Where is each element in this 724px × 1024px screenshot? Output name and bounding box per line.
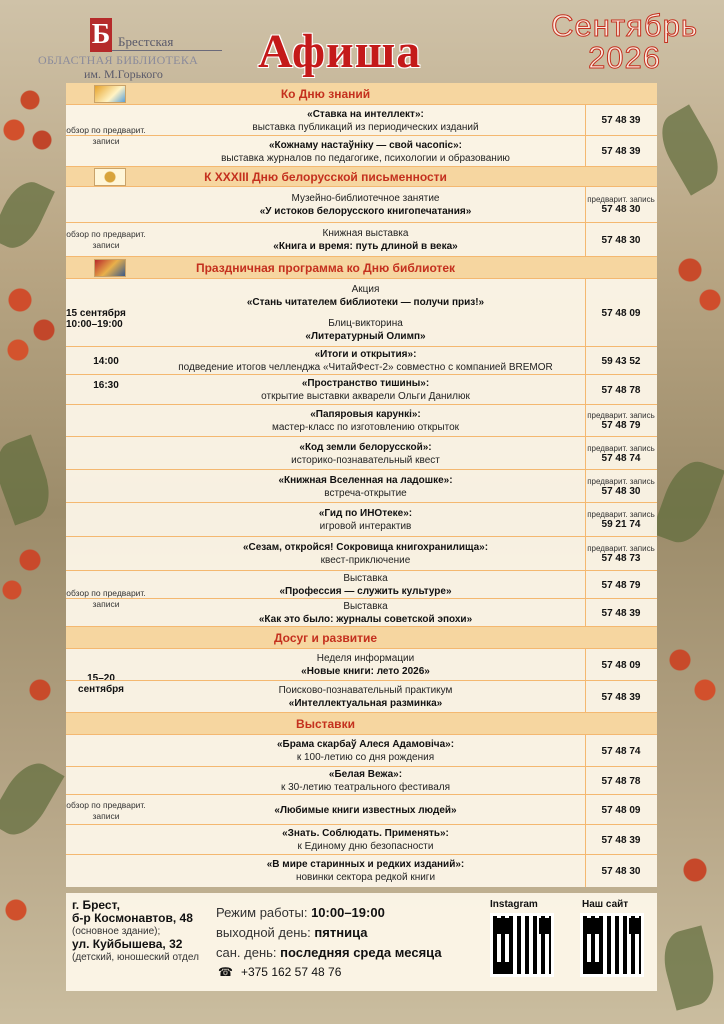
event-info bbox=[146, 649, 585, 681]
event-info bbox=[146, 503, 585, 537]
event-row bbox=[66, 347, 657, 375]
instagram-qr-code[interactable] bbox=[490, 913, 554, 977]
event-info bbox=[146, 437, 585, 470]
address-branch-note: (детский, юношеский отдел bbox=[72, 952, 199, 963]
phone-number: 57 48 30 bbox=[601, 485, 641, 497]
phone-number: 57 48 79 bbox=[601, 420, 641, 431]
hours-label: Режим работы: bbox=[216, 905, 308, 920]
event-info bbox=[146, 825, 585, 855]
leaf-decoration bbox=[0, 435, 58, 526]
event-phone bbox=[585, 279, 657, 347]
prereg-note: предварит. запись bbox=[587, 476, 655, 486]
event-title: «Папяровыя карункі»: bbox=[310, 409, 421, 420]
section-header-knowledge bbox=[66, 83, 657, 105]
event-type: Поисково-познавательный практикум bbox=[278, 685, 453, 696]
instagram-label: Instagram bbox=[490, 899, 538, 910]
event-type: Неделя информации bbox=[316, 653, 415, 664]
event-row bbox=[66, 279, 657, 313]
event-info bbox=[146, 187, 585, 223]
event-row bbox=[66, 313, 657, 347]
event-phone bbox=[585, 437, 657, 470]
section-header-writing bbox=[66, 167, 657, 187]
event-description: историко-познавательный квест bbox=[291, 454, 440, 466]
section-title: Выставки bbox=[296, 716, 355, 731]
library-name-line2: ОБЛАСТНАЯ БИБЛИОТЕКА bbox=[38, 53, 199, 67]
section-title: Ко Дню знаний bbox=[280, 86, 371, 101]
event-title: «В мире старинных и редких изданий»: bbox=[266, 859, 465, 870]
event-description: к 100-летию со дня рождения bbox=[296, 752, 435, 763]
event-info bbox=[146, 405, 585, 437]
time-label: 10:00–19:00 bbox=[66, 319, 123, 330]
section-title: К XXXIII Дню белорусской письменности bbox=[204, 169, 447, 184]
address-main: б-р Космонавтов, 48 bbox=[72, 911, 193, 925]
library-name-line3: им. М.Горького bbox=[84, 67, 163, 81]
event-info bbox=[146, 105, 585, 136]
event-row bbox=[66, 223, 657, 257]
event-title: «Белая Вежа»: bbox=[328, 769, 403, 780]
event-phone bbox=[585, 649, 657, 681]
event-type: Выставка bbox=[343, 601, 388, 612]
event-info bbox=[146, 795, 585, 825]
event-info bbox=[146, 767, 585, 795]
section-header-libraries bbox=[66, 257, 657, 279]
dayoff-value: пятница bbox=[314, 925, 368, 940]
website-qr-code[interactable] bbox=[580, 913, 644, 977]
month-year bbox=[551, 10, 698, 74]
library-logo-icon: Б bbox=[91, 19, 111, 50]
phone-number: 57 48 30 bbox=[601, 204, 641, 215]
event-type: Блиц-викторина bbox=[328, 318, 403, 329]
event-phone bbox=[585, 223, 657, 257]
phone-number: 57 48 09 bbox=[601, 659, 641, 671]
prereg-note: предварит. запись bbox=[587, 510, 655, 519]
phone-number: 57 48 74 bbox=[601, 745, 641, 757]
section-header-exhibitions bbox=[66, 713, 657, 735]
event-info bbox=[146, 279, 585, 313]
telephone-icon: ☎ bbox=[218, 965, 233, 979]
event-row bbox=[66, 537, 657, 571]
event-description: новинки сектора редкой книги bbox=[295, 872, 436, 883]
event-title: «Стань читателем библиотеки — получи приз!» bbox=[246, 297, 485, 308]
event-phone bbox=[585, 503, 657, 537]
phone-number: +375 162 57 48 76 bbox=[240, 965, 342, 979]
hours-value: 10:00–19:00 bbox=[311, 905, 385, 920]
phone-number: 59 43 52 bbox=[601, 355, 641, 367]
event-row bbox=[66, 855, 657, 887]
section-header-leisure bbox=[66, 627, 657, 649]
prereg-note: предварит. запись bbox=[587, 443, 655, 453]
event-phone bbox=[585, 105, 657, 136]
event-title: «У истоков белорусского книгопечатания» bbox=[259, 206, 472, 217]
leaf-decoration bbox=[651, 454, 724, 549]
event-type: Музейно-библиотечное занятие bbox=[291, 193, 440, 204]
event-phone bbox=[585, 537, 657, 571]
event-title: «Брама скарбаў Алеся Адамовіча»: bbox=[276, 739, 455, 750]
phone-number: 57 48 39 bbox=[601, 834, 641, 846]
event-info bbox=[146, 735, 585, 767]
event-title: «Код земли белорусской»: bbox=[299, 441, 432, 453]
event-row bbox=[66, 649, 657, 681]
event-info bbox=[146, 537, 585, 571]
event-phone bbox=[585, 405, 657, 437]
event-info bbox=[146, 136, 585, 167]
event-schedule-note: обзор по предварит. записи bbox=[66, 125, 146, 146]
event-row bbox=[66, 105, 657, 136]
leaf-decoration bbox=[651, 104, 724, 195]
event-phone bbox=[585, 599, 657, 627]
event-time: 16:30 bbox=[93, 379, 119, 391]
event-title: «Книга и время: путь длиной в века» bbox=[273, 241, 458, 252]
year-label: 2026 bbox=[588, 40, 662, 75]
event-phone bbox=[585, 767, 657, 795]
event-info bbox=[146, 313, 585, 347]
event-phone bbox=[585, 825, 657, 855]
event-row bbox=[66, 405, 657, 437]
event-info bbox=[146, 223, 585, 257]
event-phone bbox=[585, 187, 657, 223]
event-title: «Пространство тишины»: bbox=[301, 378, 430, 389]
page-title: Афиша bbox=[258, 25, 422, 78]
schedule-table bbox=[66, 83, 657, 887]
event-description: игровой интерактив bbox=[319, 521, 412, 532]
address-block bbox=[72, 899, 212, 964]
event-info bbox=[146, 347, 585, 375]
event-row bbox=[66, 571, 657, 599]
event-title: «Знать. Соблюдать. Применять»: bbox=[282, 828, 449, 839]
event-info bbox=[146, 681, 585, 713]
phone-number: 57 48 30 bbox=[601, 865, 641, 877]
phone-number: 57 48 39 bbox=[601, 607, 641, 619]
event-title: «Профессия — служить культуре» bbox=[279, 586, 452, 597]
sanday-label: сан. день: bbox=[216, 945, 277, 960]
event-description: подведение итогов челленджа «ЧитайФест-2» совместно с компанией BREMOR bbox=[178, 362, 553, 373]
phone-number: 59 21 74 bbox=[601, 519, 641, 530]
phone-number: 57 48 30 bbox=[601, 234, 641, 246]
city: г. Брест, bbox=[72, 898, 120, 912]
event-title: «Новые книги: лето 2026» bbox=[301, 666, 430, 677]
event-type: Выставка bbox=[343, 573, 388, 584]
event-info bbox=[146, 571, 585, 599]
event-description: к 30-летию театрального фестиваля bbox=[280, 782, 451, 793]
date-label: 15–20 сентября bbox=[78, 673, 124, 695]
event-phone bbox=[585, 347, 657, 375]
section-title: Досуг и развитие bbox=[273, 630, 378, 645]
phone-number: 57 48 09 bbox=[601, 307, 641, 319]
event-phone bbox=[585, 571, 657, 599]
event-row bbox=[66, 825, 657, 855]
leaf-decoration bbox=[0, 754, 65, 844]
dayoff-label: выходной день: bbox=[216, 925, 311, 940]
event-info bbox=[146, 599, 585, 627]
event-row bbox=[66, 503, 657, 537]
event-schedule-note: обзор по предварит. записи bbox=[66, 229, 146, 250]
sanday-value: последняя среда месяца bbox=[280, 945, 442, 960]
event-description: квест-приключение bbox=[320, 555, 411, 566]
event-row bbox=[66, 136, 657, 167]
event-time: 14:00 bbox=[93, 355, 119, 367]
event-row bbox=[66, 437, 657, 470]
event-row bbox=[66, 681, 657, 713]
event-schedule-note: обзор по предварит. записи bbox=[66, 800, 146, 821]
event-type: Акция bbox=[351, 284, 380, 295]
library-name-line1: Брестская bbox=[118, 34, 174, 49]
phone-number: 57 48 79 bbox=[601, 579, 641, 591]
event-phone bbox=[585, 735, 657, 767]
address-branch: ул. Куйбышева, 32 bbox=[72, 937, 183, 951]
month-label: Сентябрь bbox=[551, 8, 698, 43]
event-phone bbox=[585, 681, 657, 713]
contact-phone bbox=[218, 965, 341, 979]
event-description: выставка журналов по педагогике, психологии и образованию bbox=[221, 152, 510, 164]
event-row bbox=[66, 375, 657, 405]
event-title: «Кожнаму настаўніку — свой часопіс»: bbox=[269, 139, 462, 151]
phone-number: 57 48 39 bbox=[601, 146, 641, 157]
event-row bbox=[66, 767, 657, 795]
event-type: Книжная выставка bbox=[322, 228, 409, 239]
event-row bbox=[66, 187, 657, 223]
event-title: «Ставка на интеллект»: bbox=[307, 108, 424, 120]
event-description: мастер-класс по изготовлению открыток bbox=[271, 422, 460, 433]
event-title: «Итоги и открытия»: bbox=[314, 349, 417, 360]
event-description: к Единому дню безопасности bbox=[297, 841, 434, 852]
logo-divider bbox=[112, 50, 222, 51]
address-main-note: (основное здание); bbox=[72, 926, 161, 937]
event-description: открытие выставки акварели Ольги Данилюк bbox=[261, 391, 470, 402]
phone-number: 57 48 78 bbox=[601, 775, 641, 787]
event-row bbox=[66, 599, 657, 627]
phone-number: 57 48 73 bbox=[601, 553, 641, 564]
site-label: Наш сайт bbox=[582, 899, 629, 910]
event-title: «Сезам, откройся! Сокровища книгохранилища»: bbox=[242, 542, 489, 553]
event-info bbox=[146, 470, 585, 503]
event-info bbox=[146, 375, 585, 405]
event-row bbox=[66, 735, 657, 767]
event-row bbox=[66, 795, 657, 825]
event-description: выставка публикаций из периодических изданий bbox=[252, 121, 479, 133]
phone-number: 57 48 39 bbox=[601, 691, 641, 703]
footer-contacts bbox=[66, 893, 657, 991]
opening-hours bbox=[216, 903, 442, 963]
event-description: встреча-открытие bbox=[324, 487, 407, 499]
event-title: «Интеллектуальная разминка» bbox=[288, 698, 443, 709]
event-phone bbox=[585, 855, 657, 887]
prereg-note: предварит. запись bbox=[587, 195, 655, 204]
phone-number: 57 48 09 bbox=[601, 804, 641, 816]
event-title: «Как это было: журналы советской эпохи» bbox=[258, 614, 473, 625]
leaf-decoration bbox=[0, 175, 55, 255]
date-label: 15 сентября bbox=[66, 308, 126, 319]
event-title: «Книжная Вселенная на ладошке»: bbox=[278, 474, 453, 486]
leaf-decoration bbox=[657, 925, 721, 1010]
event-phone bbox=[585, 470, 657, 503]
event-schedule-note: обзор по предварит. записи bbox=[66, 588, 146, 609]
section-title: Праздничная программа ко Дню библиотек bbox=[195, 260, 456, 275]
prereg-note: предварит. запись bbox=[587, 544, 655, 553]
phone-number: 57 48 39 bbox=[601, 115, 641, 126]
event-row bbox=[66, 470, 657, 503]
event-info bbox=[146, 855, 585, 887]
event-phone bbox=[585, 795, 657, 825]
event-phone bbox=[585, 375, 657, 405]
phone-number: 57 48 74 bbox=[601, 452, 641, 464]
header bbox=[0, 0, 724, 84]
prereg-note: предварит. запись bbox=[587, 411, 655, 420]
event-phone bbox=[585, 136, 657, 167]
event-title: «Гид по ИНОтеке»: bbox=[318, 508, 413, 519]
event-title: «Любимые книги известных людей» bbox=[274, 804, 457, 816]
event-title: «Литературный Олимп» bbox=[305, 331, 426, 342]
phone-number: 57 48 78 bbox=[601, 384, 641, 396]
